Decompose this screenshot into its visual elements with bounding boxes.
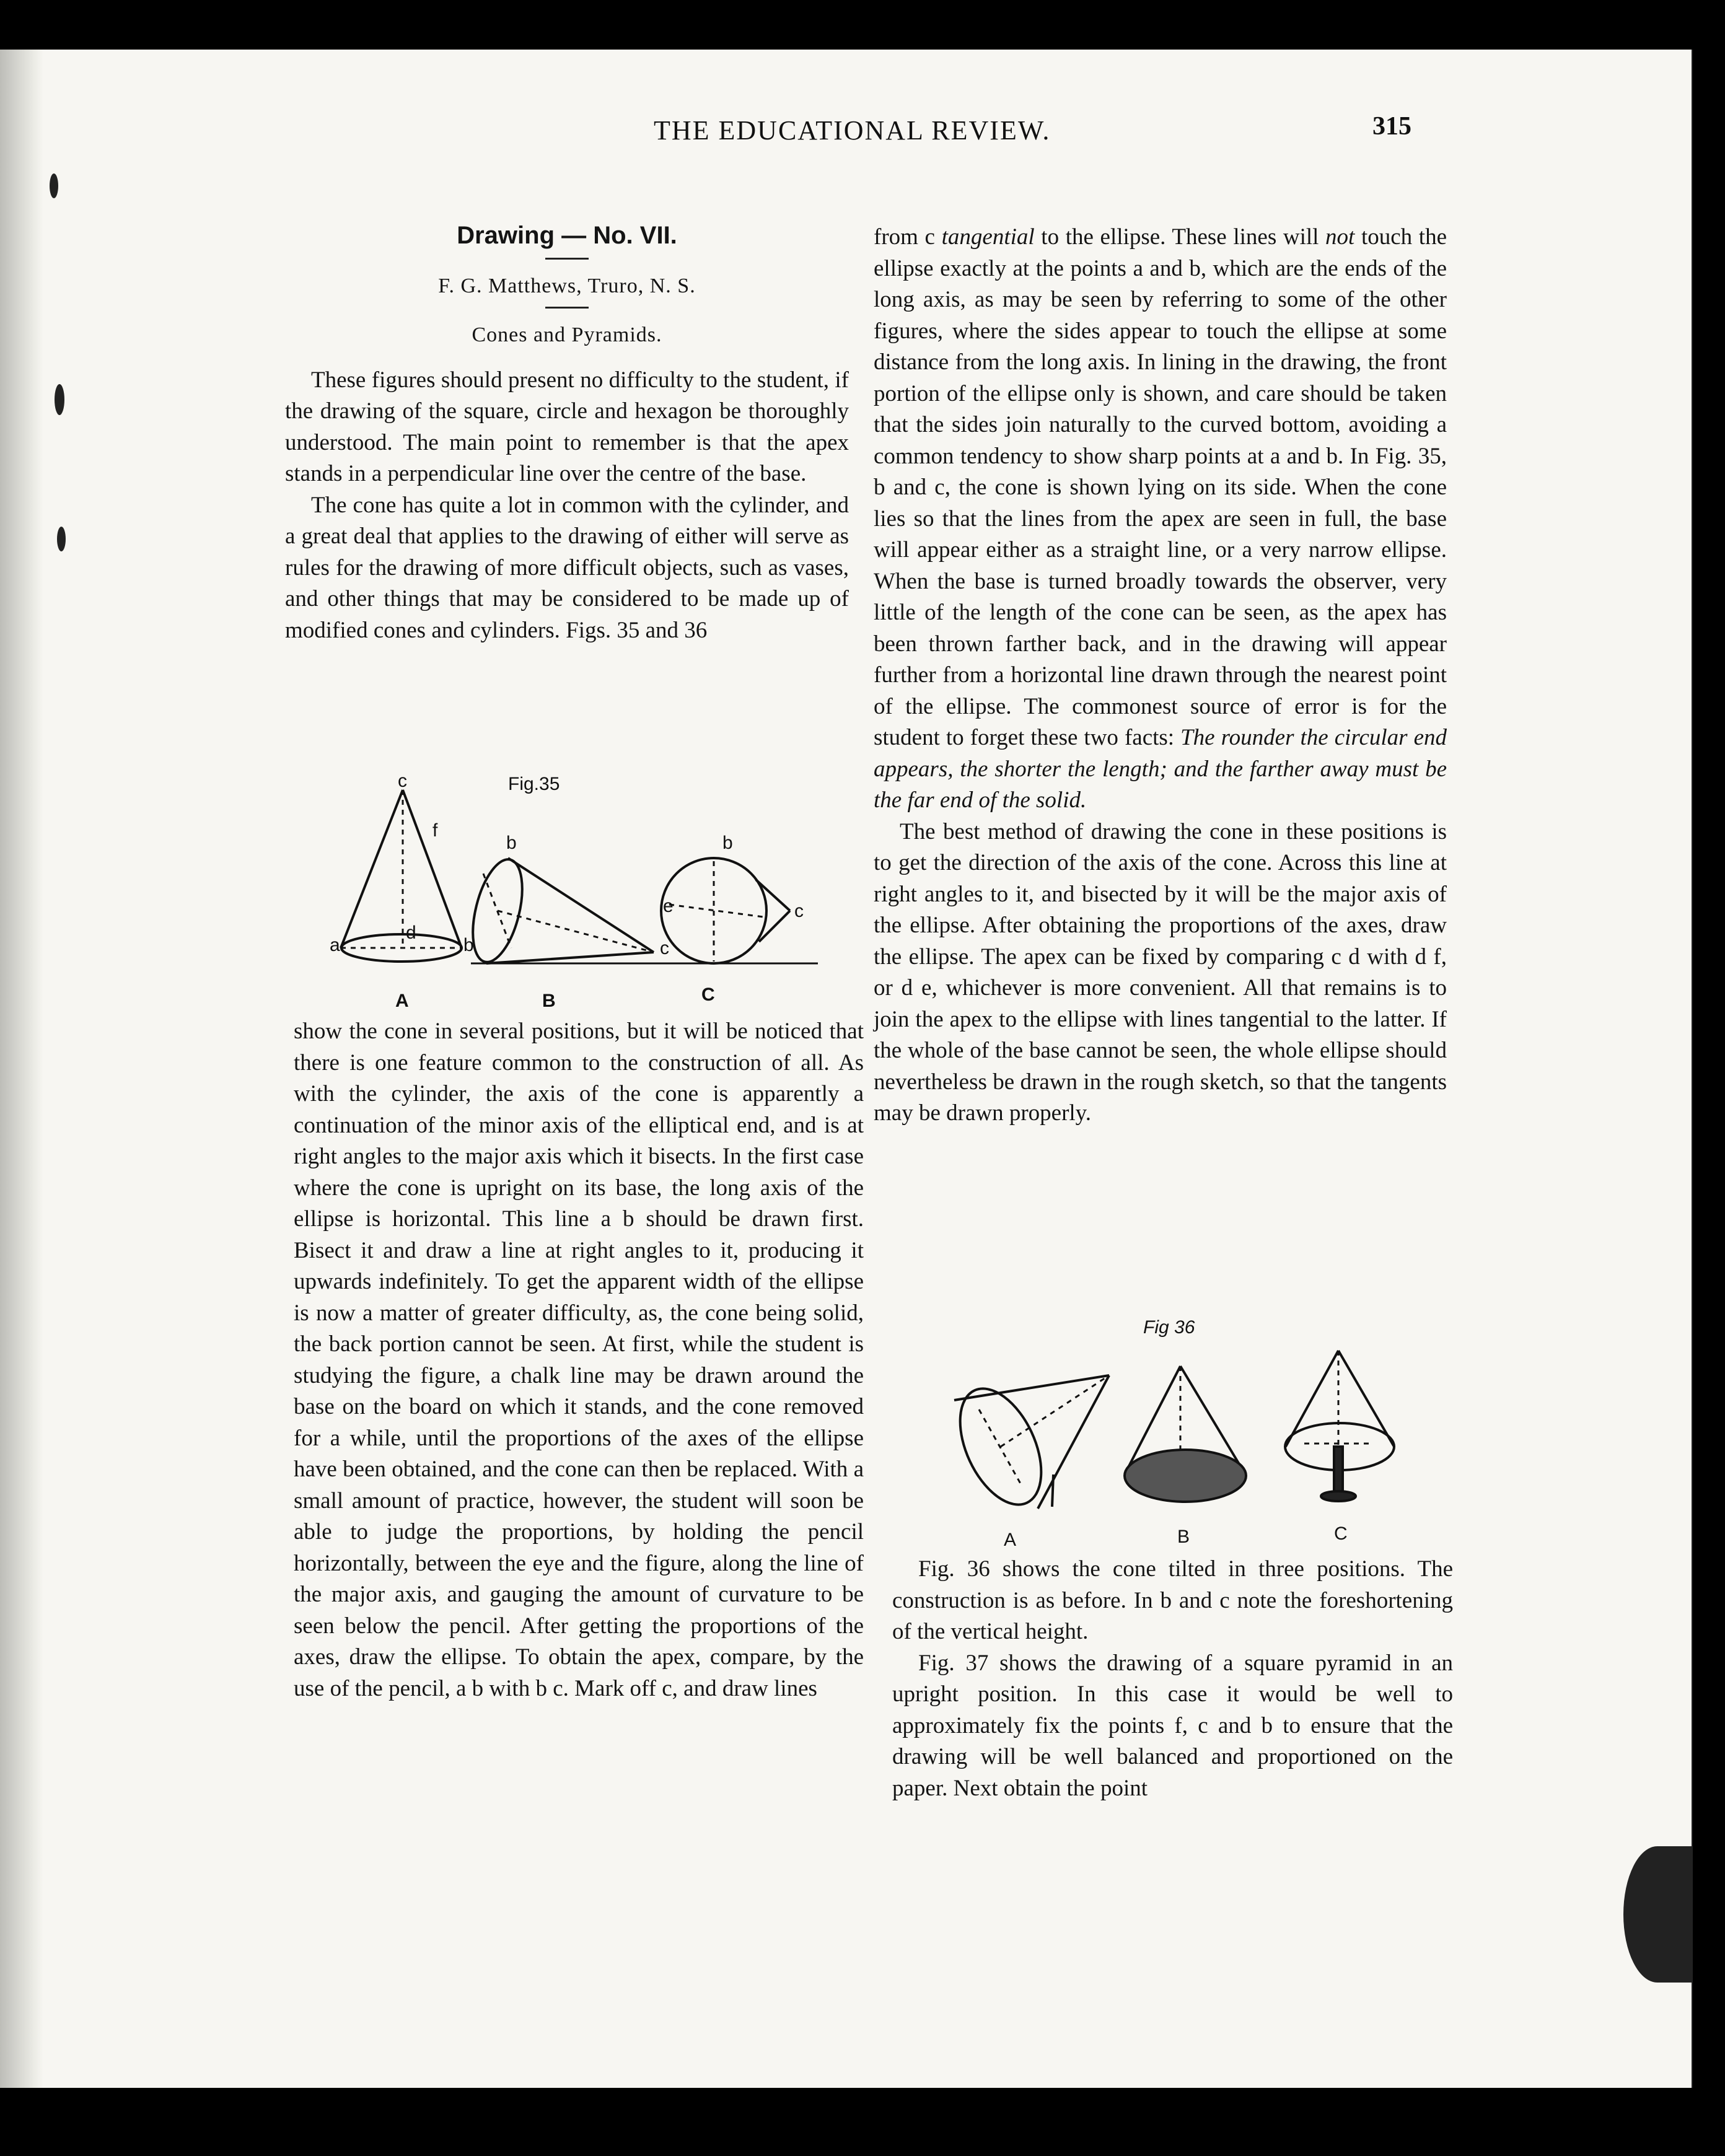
scan-blot-3: [57, 527, 66, 551]
fig35-point-c2: c: [660, 938, 669, 958]
article-byline: F. G. Matthews, Truro, N. S.: [438, 274, 696, 297]
title-rule: [545, 258, 589, 260]
cone-c-tilted: [1285, 1351, 1394, 1501]
left-paragraph-2: The cone has quite a lot in common with the cylinder, and a great deal that applies to the drawing of either will serve as rules for the drawing of more difficult objects, such as vases, and other things that may be considered to be made up of modified cones and cylinders. Figs. 35 and 36: [285, 492, 849, 643]
fig35-point-c: c: [398, 771, 407, 791]
book-gutter: [0, 50, 43, 2088]
cone-b-tilted: [1125, 1366, 1246, 1502]
right-p1-italic-rule: The rounder the circular end appears, the shorter the length; and the farther away must be the far end of the solid.: [874, 725, 1447, 813]
fig36-label-a: A: [1004, 1530, 1017, 1550]
fig35-label-b: B: [542, 991, 556, 1011]
fig35-point-f: f: [432, 820, 438, 841]
fig35-label-a: A: [395, 991, 409, 1011]
right-p1-mid: to the ellipse. These lines will: [1034, 224, 1326, 250]
figure-35-drawing: [322, 768, 836, 1016]
right-p1-em-tangential: tangential: [941, 224, 1035, 250]
figure-35: [322, 768, 836, 1016]
running-head: THE EDUCATIONAL REVIEW.: [654, 115, 1051, 146]
right-paragraph-1: [874, 222, 1447, 817]
article-title: Drawing — No. VII.: [457, 222, 677, 249]
left-column-top: [285, 220, 849, 646]
fig35-label-c: C: [701, 984, 715, 1005]
fig35-point-c3: c: [794, 901, 804, 921]
right-p1-start: from c: [874, 224, 942, 250]
figure-35-caption: Fig.35: [508, 774, 560, 794]
scan-blot-4: [1623, 1846, 1692, 1983]
cone-a-tilted: [944, 1375, 1109, 1517]
figure-36-caption: Fig 36: [1143, 1317, 1195, 1338]
fig35-point-b: b: [463, 935, 474, 955]
scan-blot-1: [50, 173, 58, 198]
byline-rule: [545, 307, 589, 309]
fig35-point-b2: b: [506, 833, 517, 853]
fig36-label-b: B: [1177, 1527, 1190, 1547]
cone-c-end-on: [661, 858, 790, 963]
right-column-top: [874, 222, 1447, 1129]
cone-a-upright: [341, 790, 462, 962]
section-heading: Cones and Pyramids.: [472, 323, 662, 346]
left-paragraph-1: These figures should present no difficulty to the student, if the drawing of the square, circle and hexagon be thoroughly understood. The main point to remember is that the apex stands in a perpendicular line over the centre of the base.: [285, 367, 849, 486]
scan-blot-2: [55, 384, 64, 415]
fig35-point-a: a: [330, 935, 340, 955]
cone-b-lying: [463, 854, 654, 967]
fig35-point-d: d: [406, 922, 416, 943]
page-number: 315: [1372, 112, 1411, 141]
right-p1-em-not: not: [1325, 224, 1355, 250]
left-column-bottom: [294, 1016, 864, 1704]
right-paragraph-2: The best method of drawing the cone in these positions is to get the direction of the axis of the cone. Across this line at right angles to it, and bisected by it will be the major axis of the ellipse. After obtaining the proportions of the axes, draw the ellipse. The apex can be fixed by comparing c d with d f, or d e, whichever is more convenient. All that remains is to join the apex to the ellipse with lines tangential to the latter. If the whole of the base cannot be seen, the whole ellipse should nevertheless be drawn in the rough sketch, so that the tangents may be drawn properly.: [874, 818, 1447, 1126]
right-paragraph-3: Fig. 36 shows the cone tilted in three positions. The construction is as before. In b and c note the foreshortening of the vertical height.: [892, 1556, 1453, 1644]
right-paragraph-4: Fig. 37 shows the drawing of a square pyramid in an upright position. In this case it would be well to approximately fix the points f, c and b to ensure that the drawing will be well balanced and proportioned on the paper. Next obtain the point: [892, 1650, 1453, 1801]
left-paragraph-3: show the cone in several positions, but it will be noticed that there is one feature common to the construction of all. As with the cylinder, the axis of the cone is apparently a continuation of the minor axis of the elliptical end, and is at right angles to the major axis which it bisects. In the first case where the cone is upright on its base, the long axis of the ellipse is horizontal. This line a b should be drawn first. Bisect it and draw a line at right angles to it, producing it upwards indefinitely. To get the apparent width of the ellipse is now a matter of greater difficulty, as, the cone being solid, the back portion cannot be seen. At first, while the student is studying the figure, a chalk line may be drawn around the base on the board on which it stands, and the cone removed for a while, until the proportions of the axes of the ellipse have been obtained, and the cone can then be replaced. With a small amount of practice, however, the student will soon be able to judge the proportions, by holding the pencil horizontally, between the eye and the figure, along the line of the major axis, and gauging the amount of curvature to be seen below the pencil. After getting the proportions of the axes, draw the ellipse. To obtain the apex, compare, by the use of the pencil, a b with b c. Mark off c, and draw lines: [294, 1019, 864, 1701]
figure-36: [933, 1307, 1459, 1555]
fig36-label-c: C: [1334, 1523, 1348, 1544]
figure-36-drawing: [933, 1307, 1459, 1555]
fig35-point-b3: b: [722, 833, 733, 853]
fig35-point-e: e: [663, 896, 674, 916]
right-p1-rest: touch the ellipse exactly at the points a and b, which are the ends of the long axis, as may be seen by referring to some of the other figures, where the sides appear to touch the ellipse at some distance from the long axis. In lining in the drawing, the front portion of the ellipse only is shown, and care should be taken that the sides join naturally to the curved bottom, avoiding a common tendency to show sharp points at a and b. In Fig. 35, b and c, the cone is shown lying on its side. When the cone lies so that the lines from the apex are seen in full, the base will appear either as a straight line, or a very narrow ellipse. When the base is turned broadly towards the observer, very little of the length of the cone can be seen, as the apex has been thrown farther back, and in the drawing will appear further from a horizontal line drawn through the nearest point of the ellipse. The commonest source of error is for the student to forget these two facts:: [874, 224, 1447, 750]
right-column-bottom: [892, 1554, 1453, 1804]
